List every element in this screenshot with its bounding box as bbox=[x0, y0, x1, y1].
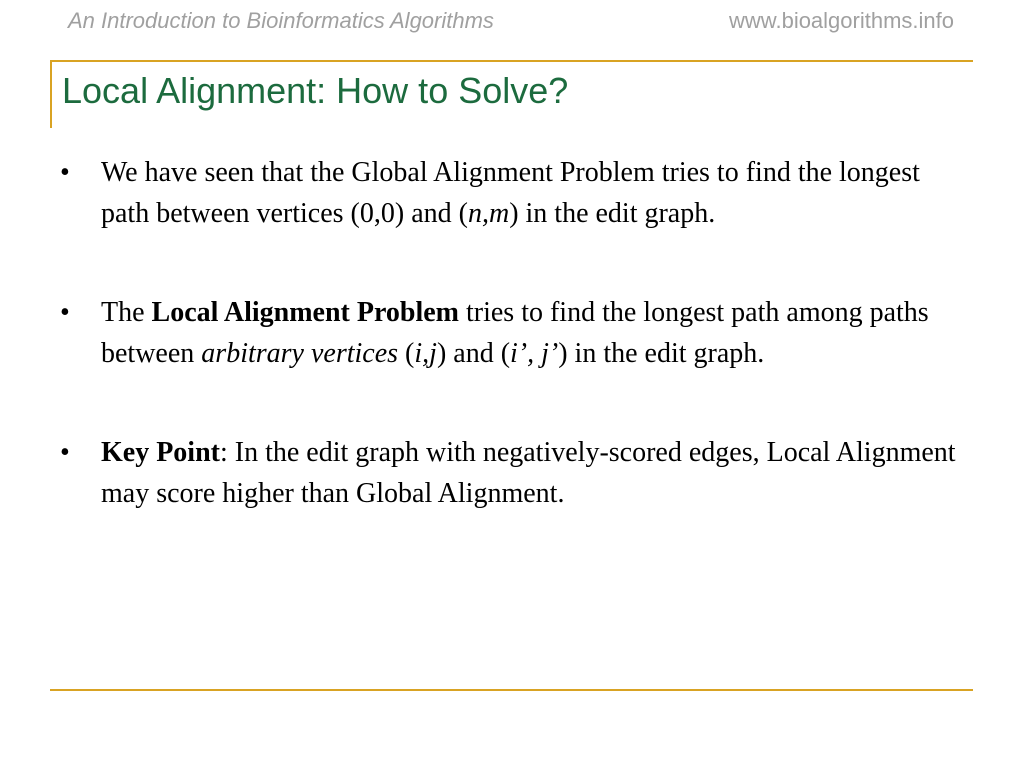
bullet-text-part: arbitrary vertices bbox=[201, 338, 399, 369]
bullet-icon: • bbox=[60, 157, 70, 188]
bullet-text-part: Key Point bbox=[101, 437, 220, 468]
bullet-text-part: ( bbox=[398, 338, 415, 369]
bullet-list bbox=[60, 152, 965, 572]
course-header: An Introduction to Bioinformatics Algorithms bbox=[68, 8, 494, 33]
bullet-item bbox=[60, 152, 965, 234]
bullet-text-part: ) in the edit graph. bbox=[509, 198, 716, 229]
bullet-text-part: The bbox=[101, 297, 152, 328]
bullet-text-part: i,j bbox=[414, 338, 437, 369]
website-url: www.bioalgorithms.info bbox=[729, 8, 954, 33]
bullet-text-part: ) in the edit graph. bbox=[558, 338, 765, 369]
title-rule-horizontal bbox=[50, 60, 973, 62]
title-rule-vertical bbox=[50, 60, 52, 128]
bottom-rule bbox=[50, 689, 973, 691]
slide-title: Local Alignment: How to Solve? bbox=[62, 70, 569, 111]
bullet-item bbox=[60, 432, 965, 514]
bullet-icon: • bbox=[60, 437, 70, 468]
bullet-text-part: We have seen that the Global Alignment Problem tries to find the longest path between vertices (0,0) and ( bbox=[101, 157, 920, 229]
bullet-item bbox=[60, 292, 965, 374]
bullet-text-part: n,m bbox=[467, 198, 510, 229]
bullet-text-part: i’, j’ bbox=[510, 338, 559, 369]
bullet-text-part: tries to find the longest path among paths between bbox=[101, 297, 929, 369]
bullet-text-part: : In the edit graph with negatively-scored edges, Local Alignment may score higher than Global Alignment. bbox=[101, 437, 956, 509]
bullet-text-part: ) and ( bbox=[436, 338, 511, 369]
bullet-text-part: Local Alignment Problem bbox=[151, 297, 459, 328]
bullet-icon: • bbox=[60, 297, 70, 328]
